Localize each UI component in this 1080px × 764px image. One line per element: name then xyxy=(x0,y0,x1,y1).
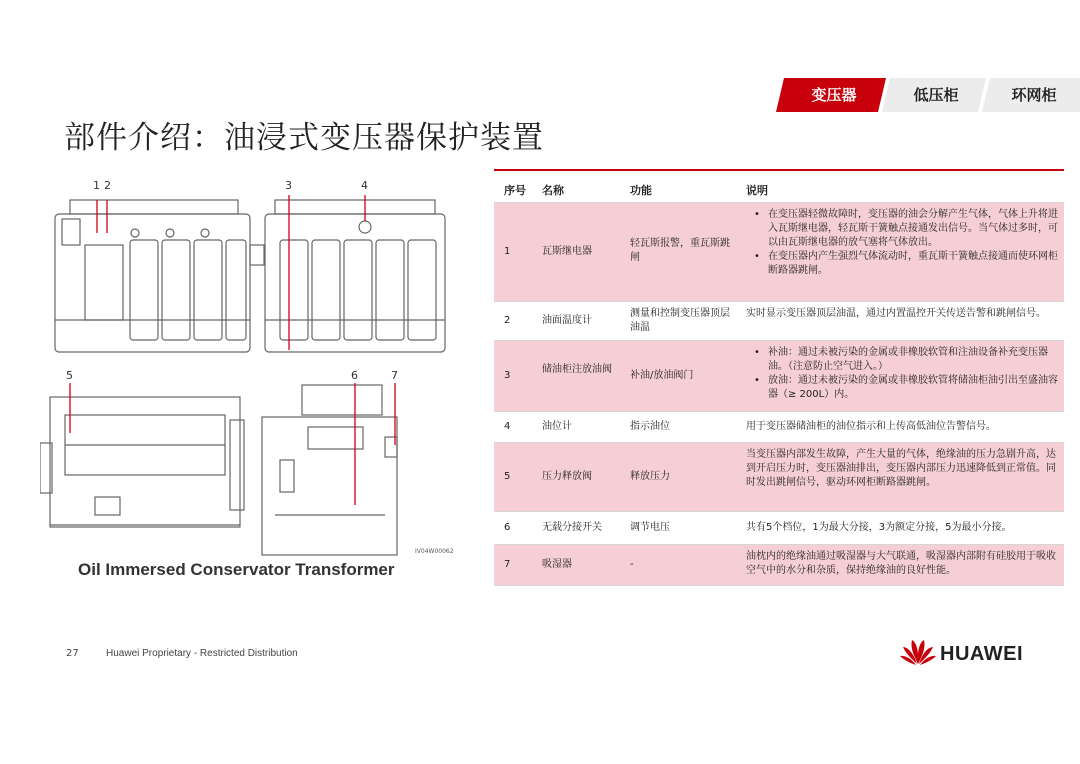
row-func: - xyxy=(630,559,634,570)
components-table xyxy=(494,176,1064,586)
tab-ring-main-unit[interactable]: 环网柜 xyxy=(1011,86,1057,104)
row-name: 无载分接开关 xyxy=(542,522,602,533)
tab-transformer[interactable]: 变压器 xyxy=(811,86,857,104)
table-header xyxy=(494,176,1064,202)
callout-5: 5 xyxy=(66,369,73,382)
row-name: 储油柜注放油阀 xyxy=(542,364,612,375)
row-bullet: 在变压器内产生强烈气体流动时，重瓦斯干簧触点接通而使环网柜断路器跳闸。 xyxy=(768,251,1058,276)
table-row xyxy=(494,202,1064,301)
table-row xyxy=(494,301,1064,340)
row-no: 3 xyxy=(504,370,511,381)
row-name: 压力释放阀 xyxy=(542,471,592,482)
row-name: 吸湿器 xyxy=(542,559,572,570)
table-row xyxy=(494,442,1064,511)
col-func-header: 功能 xyxy=(630,184,652,197)
table-row xyxy=(494,511,1064,544)
row-func: 释放压力 xyxy=(630,471,670,482)
table-row xyxy=(494,411,1064,442)
callout-6: 6 xyxy=(351,369,358,382)
tab-low-voltage-cabinet[interactable]: 低压柜 xyxy=(913,86,959,104)
row-name: 瓦斯继电器 xyxy=(542,246,592,257)
row-no: 7 xyxy=(504,559,511,570)
page-number: 27 xyxy=(66,648,79,659)
callout-3: 3 xyxy=(285,179,292,192)
callout-2: 2 xyxy=(104,179,111,192)
footer-text: Huawei Proprietary - Restricted Distribution xyxy=(106,648,298,659)
row-bullet: 在变压器轻微故障时，变压器的油会分解产生气体，气体上升将进入瓦斯继电器，轻瓦斯干簧触点接通发出信号。当气体过多时，可以由瓦斯继电器的放气塞将气体放出。 xyxy=(768,209,1058,248)
row-func: 轻瓦斯报警，重瓦斯跳闸 xyxy=(630,238,730,263)
top-tab-bar xyxy=(776,78,1080,112)
drawing-code: IV04W00062 xyxy=(415,548,454,555)
row-func: 调节电压 xyxy=(630,522,670,533)
row-desc: 当变压器内部发生故障，产生大量的气体，绝缘油的压力急剧升高，达到开启压力时，变压器油排出，变压器内部压力迅速降低到正常值。同时发出跳闸信号，驱动环网柜断路器跳闸。 xyxy=(746,449,1056,488)
huawei-logo-text: HUAWEI xyxy=(940,643,1023,665)
row-func: 指示油位 xyxy=(630,421,670,432)
row-name: 油面温度计 xyxy=(542,315,592,326)
row-desc: 油枕内的绝缘油通过吸湿器与大气联通，吸湿器内部附有硅胶用于吸收空气中的水分和杂质，保持绝缘油的良好性能。 xyxy=(746,551,1056,576)
title-rule xyxy=(494,169,1064,171)
row-desc: • 补油：通过未被污染的金属或非橡胶软管和注油设备补充变压器油。（注意防止空气进入。） • 放油：通过未被污染的金属或非橡胶软管将储油柜油引出至盛油容器（≥ 200L）内。 xyxy=(754,347,1058,400)
row-no: 1 xyxy=(504,246,511,257)
row-no: 4 xyxy=(504,421,511,432)
row-desc: 共有5个档位，1为最大分接，3为额定分接，5为最小分接。 xyxy=(746,522,1012,533)
row-desc: 用于变压器储油柜的油位指示和上传高低油位告警信号。 xyxy=(746,421,996,432)
row-no: 5 xyxy=(504,471,511,482)
callout-4: 4 xyxy=(361,179,368,192)
callout-7: 7 xyxy=(391,369,398,382)
row-desc: • 在变压器轻微故障时，变压器的油会分解产生气体，气体上升将进入瓦斯继电器，轻瓦斯干簧触点接通发出信号。当气体过多时，可以由瓦斯继电器的放气塞将气体放出。 • 在变压器内产生强烈气体流动时，重瓦斯干簧触点接通而使环网柜断路器跳闸。 xyxy=(754,209,1058,276)
col-name-header: 名称 xyxy=(542,184,564,197)
transformer-drawings xyxy=(40,175,480,585)
row-func: 补油/放油阀门 xyxy=(630,370,694,381)
col-desc-header: 说明 xyxy=(746,184,768,197)
row-bullet: 补油：通过未被污染的金属或非橡胶软管和注油设备补充变压器油。（注意防止空气进入。） xyxy=(768,347,1048,372)
table-row xyxy=(494,544,1064,586)
huawei-logo-icon xyxy=(900,636,936,666)
row-desc: 实时显示变压器顶层油温，通过内置温控开关传送告警和跳闸信号。 xyxy=(746,308,1046,319)
row-func: 测量和控制变压器顶层油温 xyxy=(630,308,730,333)
row-name: 油位计 xyxy=(542,421,572,432)
drawing-caption: Oil Immersed Conservator Transformer xyxy=(78,560,395,579)
row-no: 6 xyxy=(504,522,511,533)
row-no: 2 xyxy=(504,315,511,326)
callout-1: 1 xyxy=(93,179,100,192)
row-bullet: 放油：通过未被污染的金属或非橡胶软管将储油柜油引出至盛油容器（≥ 200L）内。 xyxy=(768,375,1058,400)
page-title: 部件介绍：油浸式变压器保护装置 xyxy=(64,120,544,156)
table-row xyxy=(494,340,1064,411)
col-no-header: 序号 xyxy=(504,184,526,197)
